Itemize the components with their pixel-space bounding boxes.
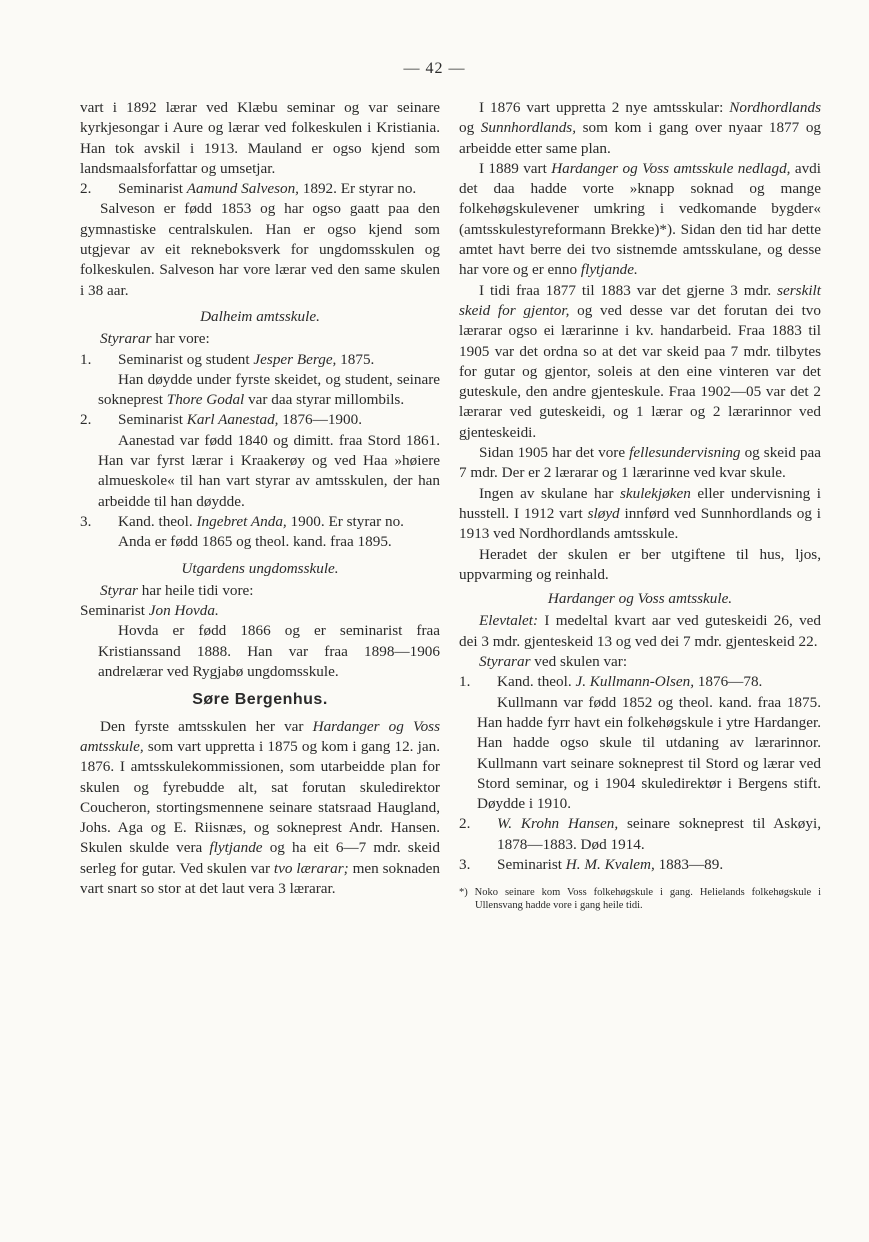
paragraph: Heradet der skulen er ber utgiftene til hus, ljos, uppvarming og reinhald. [459, 545, 821, 583]
paragraph: I 1876 vart uppretta 2 nye amtsskular: Nordhordlands og Sunnhordlands, som kom i gang over nyaar 1877 og arbeidde etter same plan. [459, 99, 822, 157]
paragraph: Seminarist Jon Hovda. [80, 602, 219, 620]
paragraph: Han døydde under fyrste skeidet, og student, seinare sokneprest Thore Godal var daa styrar millombils. [98, 370, 440, 409]
paragraph: vart i 1892 lærar ved Klæbu seminar og var seinare kyrkjesongar i Aure og lærar ved folkeskulen i Kristiania. Han tok avskil i 1913. Mauland er ogso kjend som landsmaalsforfattar og umsetjar. [80, 99, 440, 177]
list-item: 2. Seminarist Karl Aanestad, 1876—1900. [80, 411, 362, 429]
paragraph: I tidi fraa 1877 til 1883 var det gjerne 3 mdr. serskilt skeid for gjentor, og ved desse var det forutan dei tvo lærarar ogso ei lærarinne i kv. handarbeid. Fraa 1883 til 1905 var det ordna so at det var skeid paa 7 mdr. tilbytes for gutar og gjentor, soleis at den eine vinteren var det guteskule, den andre gjenteskule. Fraa 1902—05 var det 2 lærarar ved guteskeidi, og 1 lærar og 2 lærarinnor ved gjenteskeidi. [459, 281, 821, 441]
section-heading: Søre Bergenhus. [192, 691, 328, 709]
list-item: 2. Seminarist Aamund Salveson, 1892. Er styrar no. [80, 180, 417, 198]
paragraph: Elevtalet: I medeltal kvart aar ved guteskeidi 26, ved dei 3 mdr. gjenteskeid 13 og ved dei 7 mdr. gjenteskeid 22. [459, 612, 821, 650]
right-column [459, 98, 821, 912]
list-item: 3. Kand. theol. Ingebret Anda, 1900. Er styrar no. [80, 512, 404, 530]
list-item: 3. Seminarist H. M. Kvalem, 1883—89. [459, 855, 724, 873]
paragraph: Kullmann var fødd 1852 og theol. kand. fraa 1875. Han hadde fyrr havt ein folkehøgskule i ytre Hardanger. Han hadde ogso skule til utdaning av lærarinnor. Kullmann vart seinare sokneprest til Stord og lærar ved Stord seminar, og i 1904 skuledirektør i Bergens stift. Døydde i 1910. [477, 693, 821, 813]
paragraph: Hovda er fødd 1866 og er seminarist fraa Kristianssand 1888. Han var fraa 1898—1906 andrelærar ved Rygjabø ungdomsskule. [98, 622, 440, 681]
section-heading: Utgardens ungdomsskule. [181, 559, 339, 577]
footnote: *) Noko seinare kom Voss folkehøgskule i gang. Helielands folkehøgskule i Ullensvang hadde vore i gang heile tidi. [459, 887, 821, 911]
list-item: 1. Kand. theol. J. Kullmann-Olsen, 1876—78. [459, 673, 763, 691]
paragraph: Aanestad var fødd 1840 og dimitt. fraa Stord 1861. Han var fyrst lærar i Kraakerøy og ved Haa »høiere almueskole« til han vart styrar av amtsskulen, der han arbeidde til han døydde. [98, 431, 440, 510]
paragraph: Styrar har heile tidi vore: [100, 581, 254, 599]
paragraph: Den fyrste amtsskulen her var Hardanger og Voss amtsskule, som vart uppretta i 1875 og kom i gang 12. jan. 1876. I amtsskulekommissionen, som utarbeidde plan for skulen og fyrebudde alt, sat forutan skuledirektor Coucheron, stortingsmennene seinare statsraad Haugland, Johs. Aga og E. Riisnæs, og sokneprest Andr. Hansen. Skulen skulde vera flytjande og ha eit 6—7 mdr. skeid serleg for gutar. Ved skulen var tvo lærarar; men soknaden vart snart so stor at det laut vera 3 lærarar. [80, 717, 440, 897]
list-item: 1. Seminarist og student Jesper Berge, 1875. [80, 350, 375, 368]
section-heading: Hardanger og Voss amtsskule. [547, 590, 733, 608]
left-column [80, 98, 440, 899]
paragraph: Styrarar ved skulen var: [479, 653, 628, 671]
paragraph: Styrarar har vore: [100, 330, 210, 348]
paragraph: Salveson er fødd 1853 og har ogso gaatt paa den gymnastiske centralskulen. Han er ogso kjend som utgjevar av eit rekneboksverk for ungdomsskulen og folkeskulen. Salveson har vore lærar ved den same skulen i 38 aar. [80, 200, 440, 299]
page-number: — 42 — [403, 60, 466, 77]
paragraph: I 1889 vart Hardanger og Voss amtsskule nedlagd, avdi det daa hadde vorte »knapp soknad og mange folkehøgskulevener umkring i vedkomande bygder« (amtsskulestyreformann Brekke)*). Sidan den tid har dette amtet havt berre dei tvo sistnemde amtsskulane, og desse har vore og er enno flytjande. [459, 159, 821, 279]
paragraph: Anda er fødd 1865 og theol. kand. fraa 1895. [118, 533, 392, 551]
paragraph: Ingen av skulane har skulekjøken eller undervisning i husstell. I 1912 vart sløyd innførd ved Sunnhordlands og i 1913 ved Nordhordlands amtsskule. [459, 484, 822, 543]
list-item: 2. W. Krohn Hansen, seinare sokneprest til Askøyi, 1878—1883. Død 1914. [459, 815, 821, 853]
paragraph: Sidan 1905 har det vore fellesundervisning og skeid paa 7 mdr. Der er 2 lærarar og 1 lærarinne ved kvar skule. [459, 444, 821, 482]
section-heading: Dalheim amtsskule. [200, 307, 320, 325]
